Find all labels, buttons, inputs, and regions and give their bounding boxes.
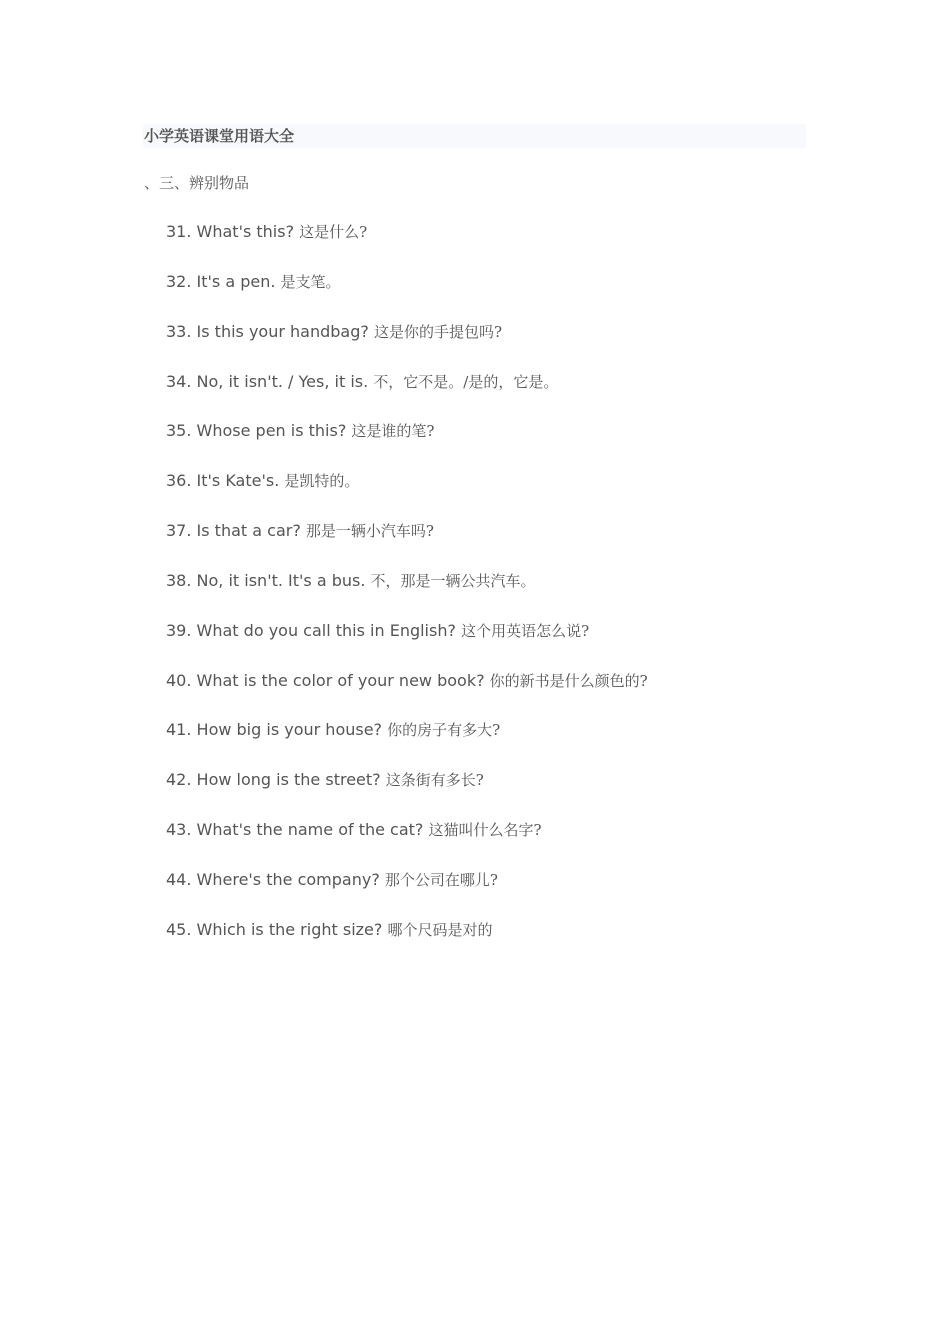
phrase-list bbox=[166, 221, 648, 969]
phrase-chinese: 是支笔。 bbox=[280, 272, 341, 291]
phrase-item bbox=[166, 719, 648, 769]
phrase-english: 41. How big is your house? bbox=[166, 720, 388, 740]
phrase-chinese: 那是一辆小汽车吗? bbox=[305, 522, 434, 541]
phrase-item bbox=[166, 271, 648, 321]
phrase-english: 34. No, it isn't. / Yes, it is. bbox=[166, 371, 374, 391]
phrase-english: 31. What's this? bbox=[166, 222, 300, 241]
phrase-english: 40. What is the color of your new book? bbox=[166, 670, 490, 690]
phrase-chinese: 这是什么? bbox=[299, 223, 368, 241]
phrase-chinese: 那个公司在哪儿? bbox=[384, 870, 498, 889]
phrase-item bbox=[166, 570, 648, 620]
phrase-chinese: 不，那是一辆公共汽车。 bbox=[370, 571, 536, 590]
phrase-item bbox=[166, 321, 648, 371]
phrase-english: 44. Where's the company? bbox=[166, 869, 385, 889]
phrase-english: 35. Whose pen is this? bbox=[166, 421, 352, 441]
phrase-chinese: 这个用英语怎么说? bbox=[461, 621, 590, 640]
section-heading: 、三、辨别物品 bbox=[144, 174, 250, 192]
phrase-item bbox=[166, 470, 648, 520]
phrase-chinese: 这是谁的笔? bbox=[351, 422, 435, 441]
phrase-chinese: 你的房子有多大? bbox=[387, 721, 501, 740]
phrase-item bbox=[166, 221, 648, 271]
phrase-english: 39. What do you call this in English? bbox=[166, 620, 462, 640]
phrase-chinese: 这是你的手提包吗? bbox=[373, 322, 502, 341]
phrase-chinese: 是凯特的。 bbox=[284, 472, 360, 491]
phrase-item bbox=[166, 869, 648, 919]
phrase-chinese: 不，它不是。/是的，它是。 bbox=[373, 372, 559, 391]
phrase-item bbox=[166, 520, 648, 570]
phrase-item bbox=[166, 620, 648, 670]
phrase-item bbox=[166, 819, 648, 869]
phrase-english: 37. Is that a car? bbox=[166, 521, 306, 541]
phrase-item bbox=[166, 670, 648, 720]
phrase-chinese: 这条街有多长? bbox=[385, 771, 484, 790]
phrase-item bbox=[166, 919, 648, 969]
phrase-english: 38. No, it isn't. It's a bus. bbox=[166, 570, 371, 590]
phrase-chinese: 这猫叫什么名字? bbox=[428, 821, 542, 840]
document-title: 小学英语课堂用语大全 bbox=[144, 127, 295, 145]
phrase-item bbox=[166, 371, 648, 421]
phrase-chinese: 你的新书是什么颜色的? bbox=[489, 671, 648, 690]
phrase-item bbox=[166, 420, 648, 470]
phrase-english: 43. What's the name of the cat? bbox=[166, 820, 429, 840]
phrase-english: 33. Is this your handbag? bbox=[166, 321, 374, 341]
phrase-item bbox=[166, 769, 648, 819]
phrase-chinese: 哪个尺码是对的 bbox=[387, 920, 493, 939]
phrase-english: 42. How long is the street? bbox=[166, 770, 386, 790]
phrase-english: 32. It's a pen. bbox=[166, 271, 281, 291]
phrase-english: 45. Which is the right size? bbox=[166, 919, 388, 939]
phrase-english: 36. It's Kate's. bbox=[166, 471, 285, 491]
